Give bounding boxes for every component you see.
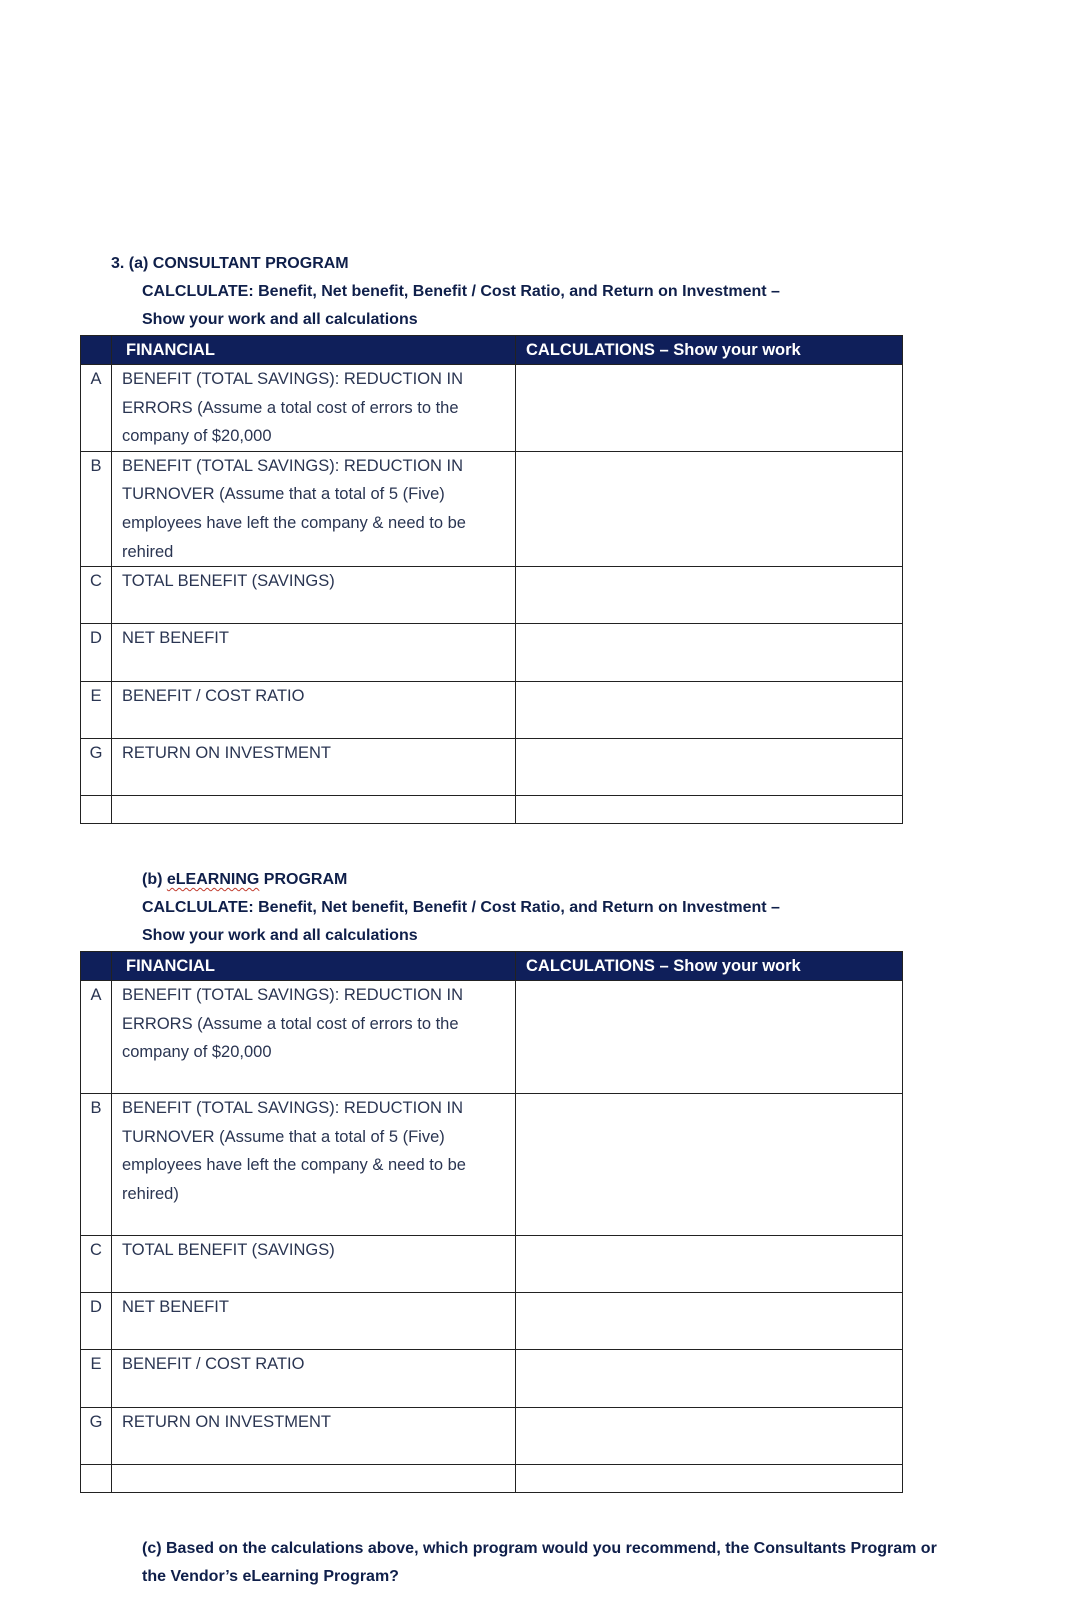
row-financial: BENEFIT (TOTAL SAVINGS): REDUCTION IN ERRORS (Assume a total cost of errors to the company of $20,000 [112, 365, 516, 452]
table-row [81, 1236, 903, 1293]
calculation-cell[interactable] [516, 1094, 903, 1236]
row-letter: C [81, 567, 112, 624]
calculation-cell[interactable] [516, 981, 903, 1094]
section-c-question-line1: (c) Based on the calculations above, which program would you recommend, the Consultants Program or [142, 1540, 937, 1557]
calculation-cell[interactable] [516, 1465, 903, 1493]
header-financial: FINANCIAL [112, 336, 516, 365]
row-letter: G [81, 1408, 112, 1465]
row-letter: E [81, 1350, 112, 1408]
header-calculations: CALCULATIONS – Show your work [516, 336, 903, 365]
row-letter: C [81, 1236, 112, 1293]
row-financial: BENEFIT (TOTAL SAVINGS): REDUCTION IN TURNOVER (Assume that a total of 5 (Five) employees have left the company & need to be rehired [112, 451, 516, 566]
row-letter: B [81, 1094, 112, 1236]
calculation-cell[interactable] [516, 624, 903, 682]
row-financial: BENEFIT / COST RATIO [112, 682, 516, 739]
table-row [81, 1094, 903, 1236]
row-letter: A [81, 365, 112, 452]
calculation-cell[interactable] [516, 1236, 903, 1293]
section-a-instruction-line1: CALCLULATE: Benefit, Net benefit, Benefit / Cost Ratio, and Return on Investment – [142, 283, 780, 300]
table-row [81, 451, 903, 566]
elearning-program-table [80, 951, 903, 1493]
table-row [81, 1465, 903, 1493]
row-financial: TOTAL BENEFIT (SAVINGS) [112, 1236, 516, 1293]
row-financial: BENEFIT / COST RATIO [112, 1350, 516, 1408]
row-financial: NET BENEFIT [112, 624, 516, 682]
table-row [81, 1408, 903, 1465]
calculation-cell[interactable] [516, 1293, 903, 1350]
row-letter: A [81, 981, 112, 1094]
row-letter: E [81, 682, 112, 739]
row-letter [81, 796, 112, 824]
section-b-instruction-line2: Show your work and all calculations [142, 927, 418, 944]
calculation-cell[interactable] [516, 739, 903, 796]
row-financial: RETURN ON INVESTMENT [112, 1408, 516, 1465]
calculation-cell[interactable] [516, 1350, 903, 1408]
header-letter-cell [81, 952, 112, 981]
row-letter: D [81, 1293, 112, 1350]
section-b-heading: (b) eLEARNING PROGRAM [142, 871, 348, 888]
table-row [81, 682, 903, 739]
row-letter: D [81, 624, 112, 682]
section-a-heading: 3. (a) CONSULTANT PROGRAM [111, 255, 349, 272]
calculation-cell[interactable] [516, 567, 903, 624]
section-a-instruction-line2: Show your work and all calculations [142, 311, 418, 328]
calculation-cell[interactable] [516, 1408, 903, 1465]
section-c-question-line2: the Vendor’s eLearning Program? [142, 1568, 399, 1585]
section-b-instruction-line1: CALCLULATE: Benefit, Net benefit, Benefit / Cost Ratio, and Return on Investment – [142, 899, 780, 916]
row-financial [112, 796, 516, 824]
table-row [81, 624, 903, 682]
row-financial: RETURN ON INVESTMENT [112, 739, 516, 796]
calculation-cell[interactable] [516, 796, 903, 824]
row-letter [81, 1465, 112, 1493]
spellcheck-word: eLEARNING [166, 871, 260, 888]
row-financial: TOTAL BENEFIT (SAVINGS) [112, 567, 516, 624]
row-financial [112, 1465, 516, 1493]
consultant-program-table [80, 335, 903, 824]
header-calculations: CALCULATIONS – Show your work [516, 952, 903, 981]
table-row [81, 1350, 903, 1408]
row-financial: BENEFIT (TOTAL SAVINGS): REDUCTION IN ERRORS (Assume a total cost of errors to the company of $20,000 [112, 981, 516, 1094]
calculation-cell[interactable] [516, 682, 903, 739]
calculation-cell[interactable] [516, 451, 903, 566]
table-row [81, 365, 903, 452]
row-financial: BENEFIT (TOTAL SAVINGS): REDUCTION IN TURNOVER (Assume that a total of 5 (Five) employees have left the company & need to be rehired) [112, 1094, 516, 1236]
row-financial: NET BENEFIT [112, 1293, 516, 1350]
table-row [81, 981, 903, 1094]
table-row [81, 567, 903, 624]
row-letter: B [81, 451, 112, 566]
header-letter-cell [81, 336, 112, 365]
table-row [81, 739, 903, 796]
calculation-cell[interactable] [516, 365, 903, 452]
header-financial: FINANCIAL [112, 952, 516, 981]
row-letter: G [81, 739, 112, 796]
table-row [81, 796, 903, 824]
table-row [81, 1293, 903, 1350]
